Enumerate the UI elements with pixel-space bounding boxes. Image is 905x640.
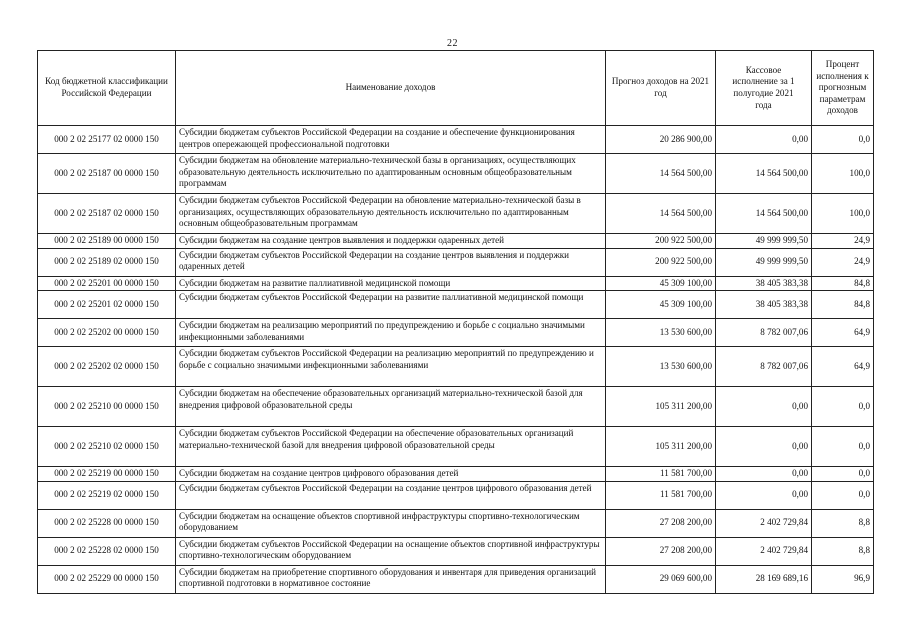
table-row bbox=[38, 248, 874, 276]
table-row bbox=[38, 481, 874, 509]
table-row bbox=[38, 276, 874, 291]
cash-cell: 2 402 729,84 bbox=[716, 537, 812, 565]
name-cell: Субсидии бюджетам на обеспечение образовательных организаций материально-технической базой для внедрения цифровой образовательной среды bbox=[176, 387, 606, 427]
percent-cell: 64,9 bbox=[812, 319, 874, 347]
percent-cell: 0,0 bbox=[812, 126, 874, 154]
name-cell: Субсидии бюджетам на приобретение спортивного оборудования и инвентаря для приведения организаций спортивной подготовки в нормативное состояние bbox=[176, 565, 606, 593]
forecast-cell: 11 581 700,00 bbox=[606, 467, 716, 482]
name-cell: Субсидии бюджетам на создание центров цифрового образования детей bbox=[176, 467, 606, 482]
name-cell: Субсидии бюджетам на развитие паллиативной медицинской помощи bbox=[176, 276, 606, 291]
code-cell: 000 2 02 25219 00 0000 150 bbox=[38, 467, 176, 482]
name-cell: Субсидии бюджетам субъектов Российской Федерации на оснащение объектов спортивной инфраструктуры спортивно-технологическим оборудованием bbox=[176, 537, 606, 565]
cash-cell: 0,00 bbox=[716, 387, 812, 427]
cash-cell: 49 999 999,50 bbox=[716, 248, 812, 276]
percent-cell: 84,8 bbox=[812, 276, 874, 291]
forecast-cell: 105 311 200,00 bbox=[606, 427, 716, 467]
cash-cell: 38 405 383,38 bbox=[716, 276, 812, 291]
cash-cell: 8 782 007,06 bbox=[716, 319, 812, 347]
forecast-cell: 11 581 700,00 bbox=[606, 481, 716, 509]
header-percent: Процент исполнения к прогнозным параметрам доходов bbox=[812, 51, 874, 126]
percent-cell: 0,0 bbox=[812, 387, 874, 427]
forecast-cell: 14 564 500,00 bbox=[606, 154, 716, 194]
cash-cell: 38 405 383,38 bbox=[716, 291, 812, 319]
cash-cell: 0,00 bbox=[716, 427, 812, 467]
percent-cell: 24,9 bbox=[812, 234, 874, 249]
forecast-cell: 200 922 500,00 bbox=[606, 248, 716, 276]
code-cell: 000 2 02 25219 02 0000 150 bbox=[38, 481, 176, 509]
percent-cell: 64,9 bbox=[812, 347, 874, 387]
percent-cell: 0,0 bbox=[812, 467, 874, 482]
percent-cell: 100,0 bbox=[812, 194, 874, 234]
table-row bbox=[38, 291, 874, 319]
code-cell: 000 2 02 25189 02 0000 150 bbox=[38, 248, 176, 276]
name-cell: Субсидии бюджетам на создание центров выявления и поддержки одаренных детей bbox=[176, 234, 606, 249]
name-cell: Субсидии бюджетам на оснащение объектов спортивной инфраструктуры спортивно-технологическим оборудованием bbox=[176, 509, 606, 537]
code-cell: 000 2 02 25210 00 0000 150 bbox=[38, 387, 176, 427]
code-cell: 000 2 02 25201 02 0000 150 bbox=[38, 291, 176, 319]
table-row bbox=[38, 509, 874, 537]
cash-cell: 49 999 999,50 bbox=[716, 234, 812, 249]
code-cell: 000 2 02 25210 02 0000 150 bbox=[38, 427, 176, 467]
forecast-cell: 27 208 200,00 bbox=[606, 537, 716, 565]
table-row bbox=[38, 126, 874, 154]
table-row bbox=[38, 347, 874, 387]
header-cash: Кассовое исполнение за 1 полугодие 2021 года bbox=[716, 51, 812, 126]
code-cell: 000 2 02 25229 00 0000 150 bbox=[38, 565, 176, 593]
table-row bbox=[38, 387, 874, 427]
name-cell: Субсидии бюджетам субъектов Российской Федерации на создание центров цифрового образования детей bbox=[176, 481, 606, 509]
forecast-cell: 14 564 500,00 bbox=[606, 194, 716, 234]
forecast-cell: 45 309 100,00 bbox=[606, 291, 716, 319]
percent-cell: 96,9 bbox=[812, 565, 874, 593]
code-cell: 000 2 02 25228 02 0000 150 bbox=[38, 537, 176, 565]
cash-cell: 28 169 689,16 bbox=[716, 565, 812, 593]
code-cell: 000 2 02 25177 02 0000 150 bbox=[38, 126, 176, 154]
name-cell: Субсидии бюджетам субъектов Российской Федерации на развитие паллиативной медицинской помощи bbox=[176, 291, 606, 319]
table-row bbox=[38, 194, 874, 234]
name-cell: Субсидии бюджетам субъектов Российской Федерации на обновление материально-технической базы в организациях, осуществляющих образовательную деятельность исключительно по адаптированным основным общеобразовательным программам bbox=[176, 194, 606, 234]
table-row bbox=[38, 319, 874, 347]
forecast-cell: 27 208 200,00 bbox=[606, 509, 716, 537]
percent-cell: 24,9 bbox=[812, 248, 874, 276]
table-row bbox=[38, 234, 874, 249]
name-cell: Субсидии бюджетам на реализацию мероприятий по предупреждению и борьбе с социально значимыми инфекционными заболеваниями bbox=[176, 319, 606, 347]
table-row bbox=[38, 565, 874, 593]
table-row bbox=[38, 154, 874, 194]
percent-cell: 8,8 bbox=[812, 537, 874, 565]
forecast-cell: 29 069 600,00 bbox=[606, 565, 716, 593]
percent-cell: 84,8 bbox=[812, 291, 874, 319]
header-code: Код бюджетной классификации Российской Федерации bbox=[38, 51, 176, 126]
code-cell: 000 2 02 25187 02 0000 150 bbox=[38, 194, 176, 234]
header-forecast: Прогноз доходов на 2021 год bbox=[606, 51, 716, 126]
cash-cell: 14 564 500,00 bbox=[716, 154, 812, 194]
forecast-cell: 13 530 600,00 bbox=[606, 347, 716, 387]
code-cell: 000 2 02 25202 00 0000 150 bbox=[38, 319, 176, 347]
table-header-row bbox=[38, 51, 874, 126]
table-row bbox=[38, 537, 874, 565]
revenue-table bbox=[37, 50, 874, 594]
percent-cell: 8,8 bbox=[812, 509, 874, 537]
code-cell: 000 2 02 25228 00 0000 150 bbox=[38, 509, 176, 537]
cash-cell: 0,00 bbox=[716, 467, 812, 482]
forecast-cell: 45 309 100,00 bbox=[606, 276, 716, 291]
percent-cell: 0,0 bbox=[812, 481, 874, 509]
table-row bbox=[38, 467, 874, 482]
forecast-cell: 200 922 500,00 bbox=[606, 234, 716, 249]
percent-cell: 0,0 bbox=[812, 427, 874, 467]
code-cell: 000 2 02 25201 00 0000 150 bbox=[38, 276, 176, 291]
cash-cell: 14 564 500,00 bbox=[716, 194, 812, 234]
forecast-cell: 13 530 600,00 bbox=[606, 319, 716, 347]
forecast-cell: 20 286 900,00 bbox=[606, 126, 716, 154]
table-row bbox=[38, 427, 874, 467]
code-cell: 000 2 02 25202 02 0000 150 bbox=[38, 347, 176, 387]
name-cell: Субсидии бюджетам субъектов Российской Федерации на реализацию мероприятий по предупреждению и борьбе с социально значимыми инфекционными заболеваниями bbox=[176, 347, 606, 387]
name-cell: Субсидии бюджетам на обновление материально-технической базы в организациях, осуществляющих образовательную деятельность исключительно по адаптированным основным общеобразовательным программам bbox=[176, 154, 606, 194]
cash-cell: 8 782 007,06 bbox=[716, 347, 812, 387]
cash-cell: 2 402 729,84 bbox=[716, 509, 812, 537]
page-number: 22 bbox=[447, 38, 458, 49]
forecast-cell: 105 311 200,00 bbox=[606, 387, 716, 427]
code-cell: 000 2 02 25189 00 0000 150 bbox=[38, 234, 176, 249]
percent-cell: 100,0 bbox=[812, 154, 874, 194]
code-cell: 000 2 02 25187 00 0000 150 bbox=[38, 154, 176, 194]
cash-cell: 0,00 bbox=[716, 126, 812, 154]
name-cell: Субсидии бюджетам субъектов Российской Федерации на обеспечение образовательных организаций материально-технической базой для внедрения цифровой образовательной среды bbox=[176, 427, 606, 467]
cash-cell: 0,00 bbox=[716, 481, 812, 509]
name-cell: Субсидии бюджетам субъектов Российской Федерации на создание центров выявления и поддержки одаренных детей bbox=[176, 248, 606, 276]
header-name: Наименование доходов bbox=[176, 51, 606, 126]
name-cell: Субсидии бюджетам субъектов Российской Федерации на создание и обеспечение функционирования центров опережающей профессиональной подготовки bbox=[176, 126, 606, 154]
